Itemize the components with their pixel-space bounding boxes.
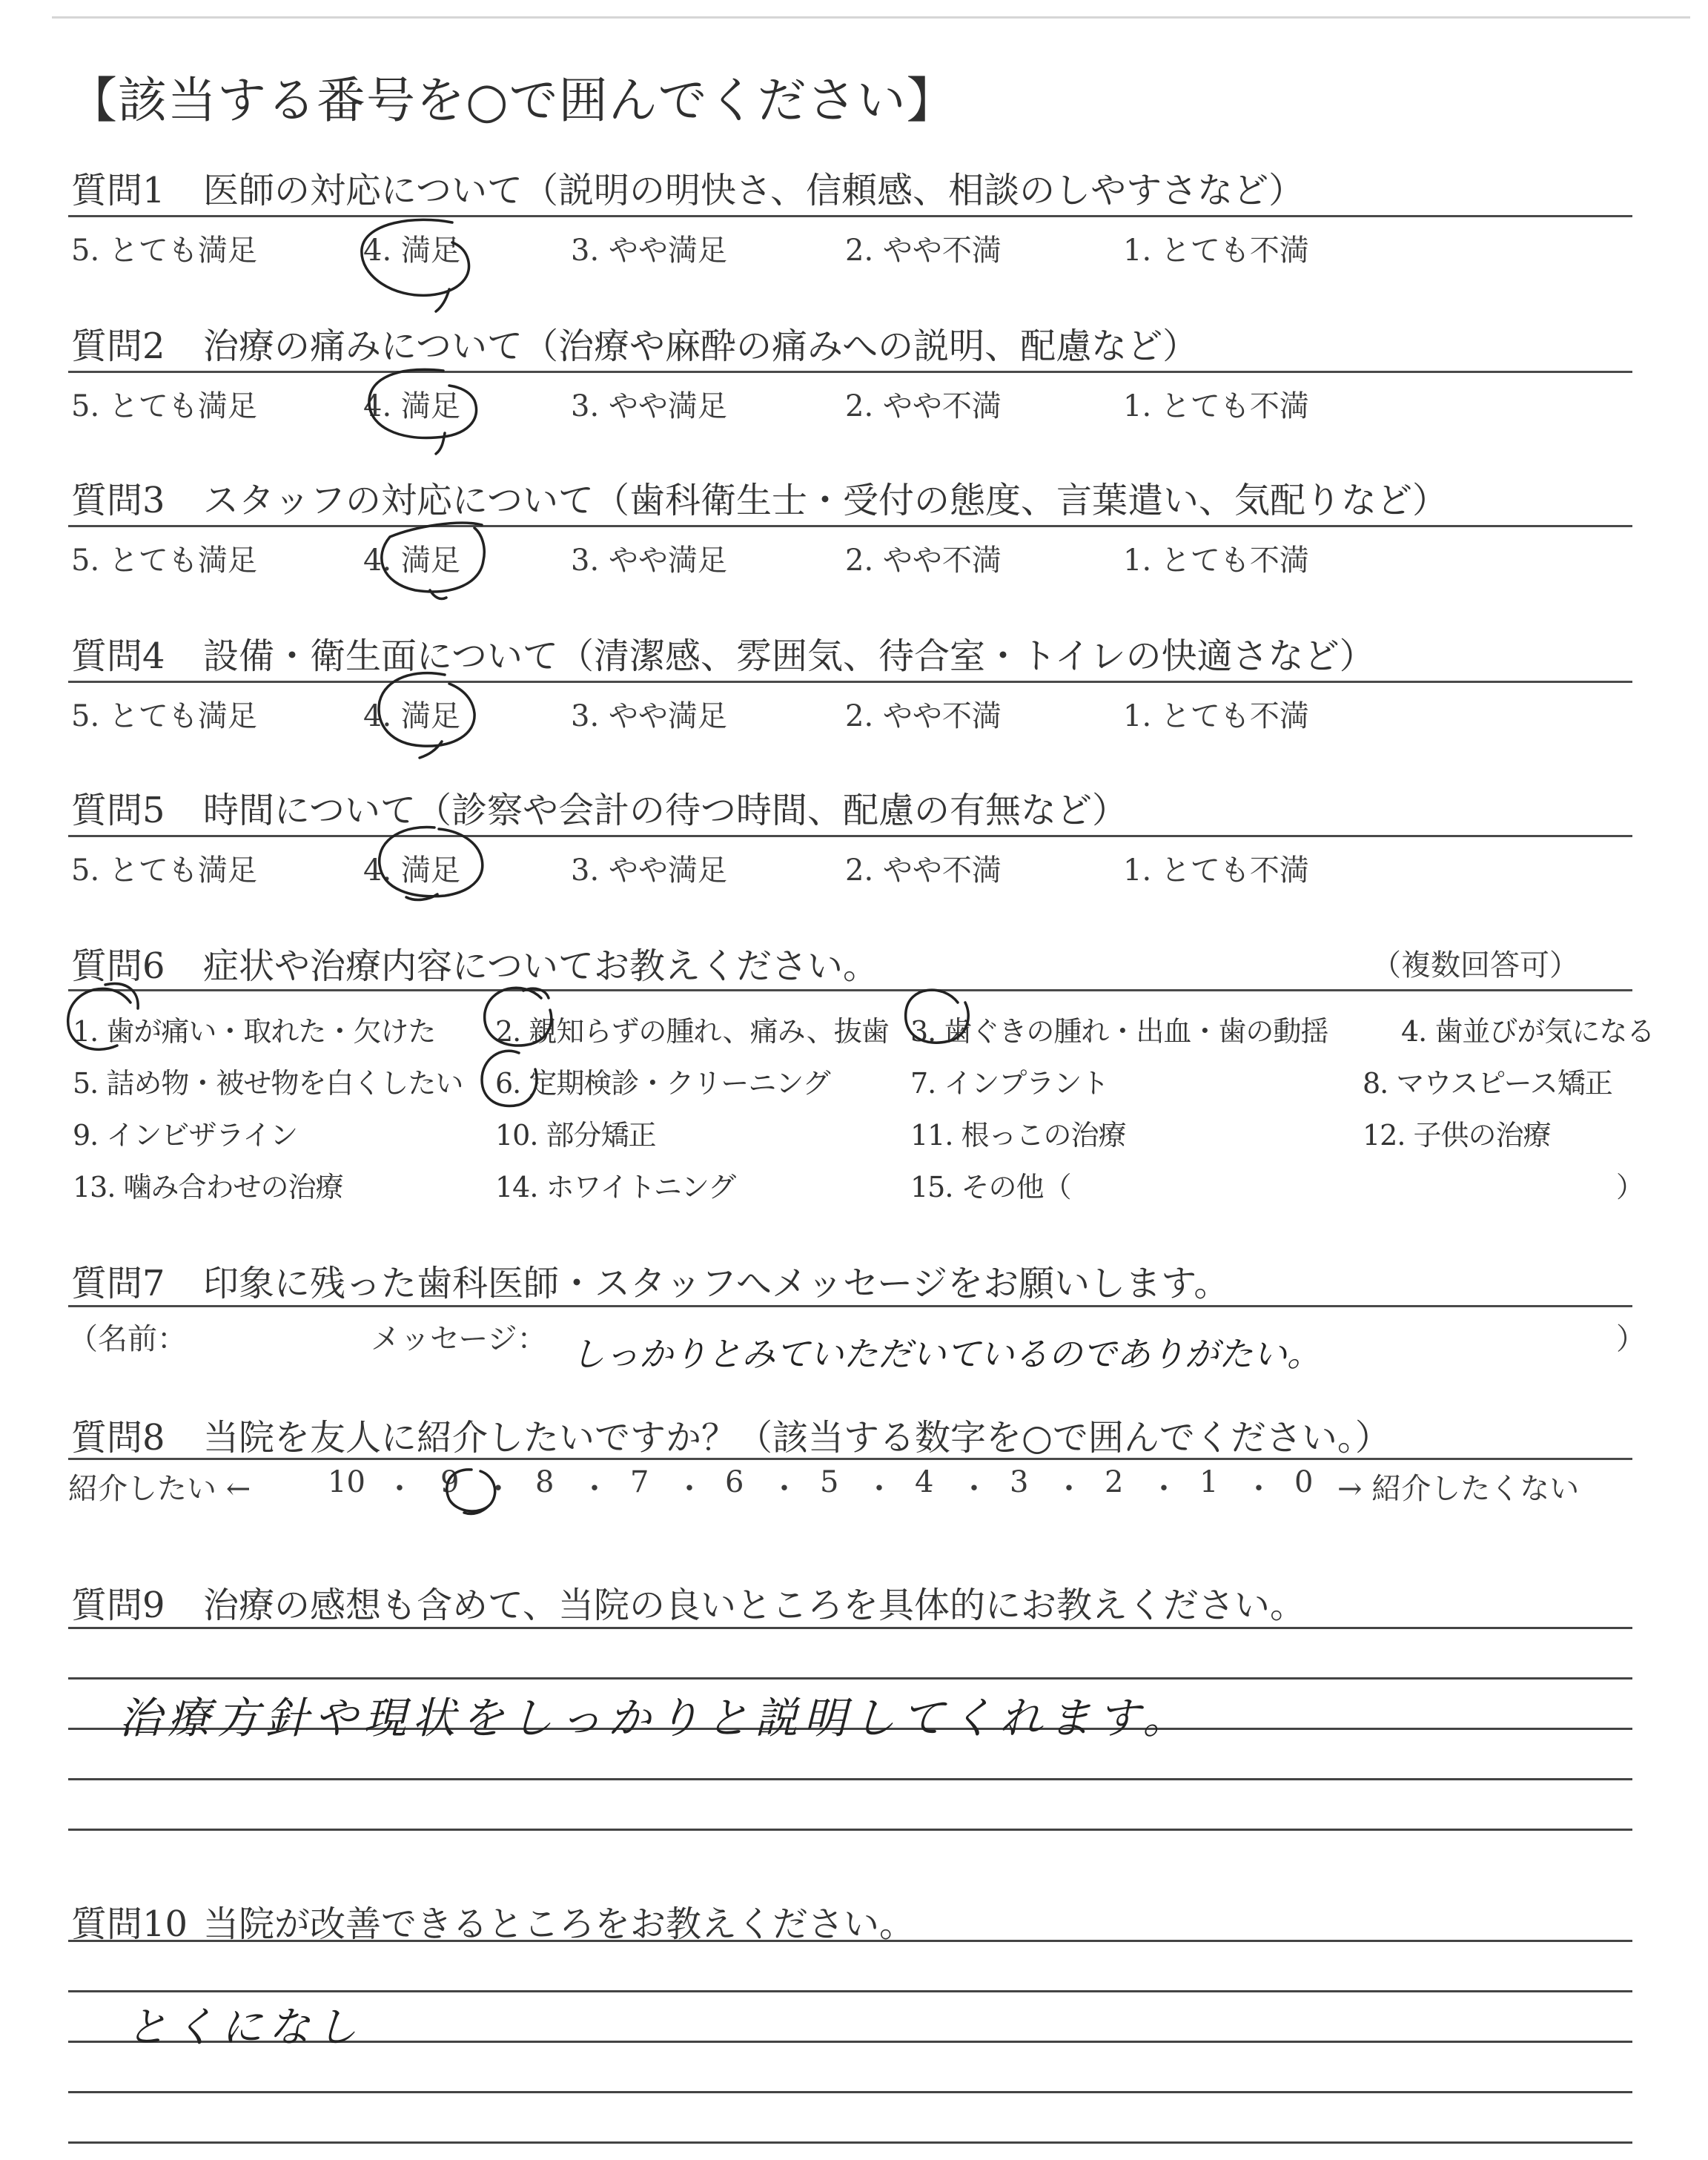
question-7-rule xyxy=(68,1305,1632,1307)
question-number: 質問10 xyxy=(71,1903,188,1945)
multiple-answer-note: （複数回答可） xyxy=(1371,948,1579,982)
q9-handwritten-answer[interactable]: 治療方針や現状をしっかりと説明してくれます。 xyxy=(119,1693,1192,1743)
question-text: スタッフの対応について（歯科衛生士・受付の態度、言葉遣い、気配りなど） xyxy=(203,480,1449,521)
message-label: メッセージ： xyxy=(371,1322,547,1356)
q6-item-13[interactable]: 13. 噛み合わせの治療 xyxy=(73,1171,343,1203)
question-number: 質問3 xyxy=(71,480,165,521)
scale-7[interactable]: 7 xyxy=(630,1465,649,1499)
q5-option-5[interactable]: 5. とても満足 xyxy=(71,853,257,888)
q6-item-5[interactable]: 5. 詰め物・被せ物を白くしたい xyxy=(73,1067,463,1100)
q10-line-1 xyxy=(68,1940,1632,1942)
question-number: 質問4 xyxy=(71,635,165,677)
question-5-rule xyxy=(68,835,1632,837)
q1-option-2[interactable]: 2. やや不満 xyxy=(845,234,1002,268)
recommend-scale xyxy=(68,1465,1632,1510)
scale-1[interactable]: 1 xyxy=(1199,1465,1219,1499)
q9-line-1 xyxy=(68,1627,1632,1629)
scale-10[interactable]: 10 xyxy=(328,1465,365,1499)
q2-option-2[interactable]: 2. やや不満 xyxy=(845,389,1002,423)
q5-option-3[interactable]: 3. やや満足 xyxy=(571,853,727,888)
q1-option-3[interactable]: 3. やや満足 xyxy=(571,234,727,268)
q10-line-5 xyxy=(68,2141,1632,2144)
q6-item-11[interactable]: 11. 根っこの治療 xyxy=(910,1119,1126,1152)
q6-item-2[interactable]: 2. 親知らずの腫れ、痛み、抜歯 xyxy=(495,1015,889,1048)
q6-item-9[interactable]: 9. インビザライン xyxy=(73,1119,298,1152)
q6-item-6[interactable]: 6. 定期検診・クリーニング xyxy=(495,1067,830,1100)
q5-option-2[interactable]: 2. やや不満 xyxy=(845,853,1002,888)
scale-dot: ・ xyxy=(580,1472,609,1506)
question-3-rule xyxy=(68,525,1632,527)
page-header: 【該当する番号を○で囲んでください】 xyxy=(68,72,956,129)
question-1-title xyxy=(71,162,1304,213)
q6-item-8[interactable]: 8. マウスピース矯正 xyxy=(1363,1067,1612,1100)
question-text: 医師の対応について（説明の明快さ、信頼感、相談のしやすさなど） xyxy=(203,170,1305,211)
q6-item-3[interactable]: 3. 歯ぐきの腫れ・出血・歯の動揺 xyxy=(910,1015,1328,1048)
question-6-rule xyxy=(68,989,1632,991)
q4-option-5[interactable]: 5. とても満足 xyxy=(71,699,257,733)
q6-item-4[interactable]: 4. 歯並びが気になる xyxy=(1401,1015,1655,1048)
q2-option-5[interactable]: 5. とても満足 xyxy=(71,389,257,423)
scale-dot: ・ xyxy=(483,1472,513,1506)
scale-dot: ・ xyxy=(1149,1472,1179,1506)
question-text: 治療の痛みについて（治療や麻酔の痛みへの説明、配慮など） xyxy=(203,326,1199,367)
q2-option-3[interactable]: 3. やや満足 xyxy=(571,389,727,423)
q6-item-15[interactable]: 15. その他（ xyxy=(910,1171,1071,1203)
q4-option-2[interactable]: 2. やや不満 xyxy=(845,699,1002,733)
question-text: 症状や治療内容についてお教えください。 xyxy=(203,945,879,987)
q3-option-1[interactable]: 1. とても不満 xyxy=(1123,544,1309,578)
question-text: 設備・衛生面について（清潔感、雰囲気、待合室・トイレの快適さなど） xyxy=(203,635,1375,677)
question-text: 時間について（診察や会計の待つ時間、配慮の有無など） xyxy=(203,790,1128,831)
scale-9[interactable]: 9 xyxy=(440,1465,460,1499)
q5-option-1[interactable]: 1. とても不満 xyxy=(1123,853,1309,888)
q4-option-1[interactable]: 1. とても不満 xyxy=(1123,699,1309,733)
q6-item-12[interactable]: 12. 子供の治療 xyxy=(1363,1119,1551,1152)
question-8-rule xyxy=(68,1458,1632,1460)
question-10-title xyxy=(71,1895,915,1946)
scale-dot: ・ xyxy=(675,1472,704,1506)
question-5-title xyxy=(71,782,1128,833)
q6-item-1[interactable]: 1. 歯が痛い・取れた・欠けた xyxy=(73,1015,436,1048)
question-4-title xyxy=(71,627,1375,678)
q9-line-4 xyxy=(68,1778,1632,1780)
message-handwritten[interactable]: しっかりとみていただいているのでありがたい。 xyxy=(571,1334,1321,1374)
q10-line-2 xyxy=(68,1990,1632,1992)
question-1-rule xyxy=(68,215,1632,217)
q4-option-3[interactable]: 3. やや満足 xyxy=(571,699,727,733)
scale-dot: ・ xyxy=(769,1472,799,1506)
scale-5[interactable]: 5 xyxy=(820,1465,839,1499)
q6-item-7[interactable]: 7. インプラント xyxy=(910,1067,1109,1100)
q2-option-4[interactable]: 4. 満足 xyxy=(363,389,460,423)
scale-2[interactable]: 2 xyxy=(1105,1465,1124,1499)
scale-0[interactable]: 0 xyxy=(1294,1465,1314,1499)
scale-left-label: 紹介したい ← xyxy=(68,1472,251,1506)
q1-option-1[interactable]: 1. とても不満 xyxy=(1123,234,1309,268)
q4-option-4[interactable]: 4. 満足 xyxy=(363,699,460,733)
q6-other-close: ） xyxy=(1616,1171,1644,1203)
question-text: 印象に残った歯科医師・スタッフへメッセージをお願いします。 xyxy=(203,1263,1230,1304)
question-text: 当院を友人に紹介したいですか？（該当する数字を○で囲んでください。） xyxy=(203,1417,1391,1459)
question-7-title xyxy=(71,1255,1229,1306)
scale-dot: ・ xyxy=(385,1472,414,1506)
question-text: 当院が改善できるところをお教えください。 xyxy=(203,1903,916,1945)
question-2-rule xyxy=(68,371,1632,373)
scale-dot: ・ xyxy=(1054,1472,1084,1506)
scale-4[interactable]: 4 xyxy=(915,1465,934,1499)
question-number: 質問8 xyxy=(71,1417,165,1459)
q10-handwritten-answer[interactable]: とくになし xyxy=(126,2004,363,2052)
question-number: 質問1 xyxy=(71,170,165,211)
q1-option-4[interactable]: 4. 満足 xyxy=(363,234,460,268)
question-9-title xyxy=(71,1576,1305,1628)
scale-8[interactable]: 8 xyxy=(535,1465,555,1499)
scale-3[interactable]: 3 xyxy=(1010,1465,1029,1499)
question-number: 質問6 xyxy=(71,945,165,987)
q10-line-4 xyxy=(68,2091,1632,2093)
message-close: ） xyxy=(1616,1322,1646,1356)
scale-dot: ・ xyxy=(864,1472,894,1506)
q2-option-1[interactable]: 1. とても不満 xyxy=(1123,389,1309,423)
question-number: 質問7 xyxy=(71,1263,165,1304)
q1-option-5[interactable]: 5. とても満足 xyxy=(71,234,257,268)
q9-line-2 xyxy=(68,1677,1632,1680)
q3-option-3[interactable]: 3. やや満足 xyxy=(571,544,727,578)
question-3-title xyxy=(71,472,1448,523)
q5-option-4[interactable]: 4. 満足 xyxy=(363,853,460,888)
question-8-title xyxy=(71,1409,1391,1460)
scale-right-label: → 紹介したくない xyxy=(1337,1472,1580,1506)
scale-dot: ・ xyxy=(1244,1472,1274,1506)
q6-item-10[interactable]: 10. 部分矯正 xyxy=(495,1119,656,1152)
question-6-title xyxy=(71,937,878,988)
q6-item-14[interactable]: 14. ホワイトニング xyxy=(495,1171,736,1203)
question-number: 質問9 xyxy=(71,1585,165,1626)
scale-dot: ・ xyxy=(959,1472,989,1506)
q3-option-5[interactable]: 5. とても満足 xyxy=(71,544,257,578)
question-2-title xyxy=(71,317,1198,369)
name-label: （名前： xyxy=(68,1322,187,1356)
q3-option-4[interactable]: 4. 満足 xyxy=(363,544,460,578)
q3-option-2[interactable]: 2. やや不満 xyxy=(845,544,1002,578)
question-number: 質問2 xyxy=(71,326,165,367)
top-border xyxy=(52,16,1690,19)
scale-6[interactable]: 6 xyxy=(725,1465,744,1499)
question-4-rule xyxy=(68,681,1632,683)
question-number: 質問5 xyxy=(71,790,165,831)
question-text: 治療の感想も含めて、当院の良いところを具体的にお教えください。 xyxy=(203,1585,1306,1626)
q9-line-5 xyxy=(68,1829,1632,1831)
